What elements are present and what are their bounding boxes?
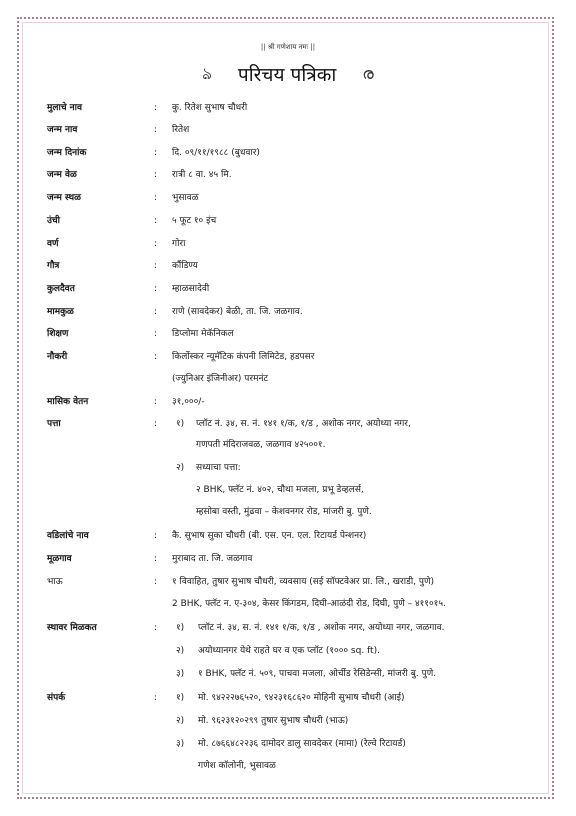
colon: : [154, 577, 158, 587]
property-item: अयोध्यानगर येथे राहते घर व एक प्लॉट (१००० sq. ft). [198, 646, 380, 656]
field-value: मुराबाद ता. जि. जळगाव [172, 554, 253, 564]
colon: : [154, 193, 158, 203]
field-value: म्हाळसादेवी [172, 284, 210, 294]
field-value: गोरा [172, 239, 186, 249]
list-number: २) [176, 646, 185, 656]
field-label: पत्ता [47, 419, 61, 429]
field-label: जन्म स्थळ [47, 193, 81, 203]
colon: : [154, 125, 158, 135]
field-mamakul [0, 303, 576, 321]
field-value: कु. रितेश सुभाष चौधरी [172, 103, 248, 113]
address-line-row [0, 481, 576, 499]
field-label: वर्ण [47, 239, 59, 249]
field-dob [0, 144, 576, 162]
field-value: डिप्लोमा मेकॅनिकल [172, 329, 234, 339]
field-label: जन्म वेळ [47, 170, 77, 180]
field-label: भाऊ [47, 577, 63, 587]
field-value: ३१,०००/- [172, 397, 205, 407]
address-line-row [0, 503, 576, 521]
field-label: मामकुळ [47, 307, 74, 317]
field-label: नौकरी [47, 352, 68, 362]
colon: : [154, 419, 158, 429]
address-line: म्हसोबा वस्ती, मुंढवा – केशवनगर रोड, मांजरी बु. पुणे. [196, 507, 372, 517]
colon: : [154, 329, 158, 339]
list-number: १) [176, 419, 185, 429]
address-line: गणपती मंदिराजवळ, जळगाव ४२५००१. [196, 440, 326, 450]
field-value: (ज्युनिअर इंजिनीअर) परमनंट [172, 374, 269, 384]
property-row [0, 642, 576, 660]
field-label: मूळगाव [47, 554, 72, 564]
field-value: कै. सुभाष सुका चौधरी (बी. एस. एन. एल. रिटायर्ड पेन्शनर) [172, 531, 367, 541]
field-value: भुसावळ [172, 193, 199, 203]
field-native [0, 550, 576, 568]
contact-item: गणेश कॉलोनी, भुसावळ [198, 761, 276, 771]
colon: : [154, 623, 158, 633]
colon: : [154, 284, 158, 294]
field-label: जन्म दिनांक [47, 148, 87, 158]
blessing-text: || श्री गणेशाय नमः || [260, 43, 316, 51]
list-number: ३) [176, 669, 185, 679]
list-number: २) [176, 716, 185, 726]
field-father [0, 527, 576, 545]
field-education [0, 325, 576, 343]
field-value: कौंडिण्य [172, 261, 198, 271]
address-line-row [0, 436, 576, 454]
field-label: मासिक वेतन [47, 397, 89, 407]
title-row [0, 59, 576, 89]
property-item: प्लॉट नं. ३४, स. नं. १४१ १/क, १/ड , अशोक नगर, अयोध्या नगर, जळगाव. [198, 623, 445, 633]
field-label: उंची [47, 216, 60, 226]
field-value: 2 BHK, फ्लॅट न. ए-३०४, केसर किंगडम, दिघी-आळंदी रोड, दिघी, पुणे – ४११०१५. [172, 599, 446, 609]
contact-row [0, 735, 576, 753]
field-contact [0, 689, 576, 707]
field-value: ५ फूट १० इंच [172, 216, 217, 226]
colon: : [154, 352, 158, 362]
field-brother-line2 [0, 595, 576, 613]
field-label: शिक्षण [47, 329, 69, 339]
list-number: २) [176, 463, 185, 473]
field-kuldaivat [0, 280, 576, 298]
field-value: १ विवाहित, तुषार सुभाष चौधरी, व्यवसाय (सई सॉफ्टवेअर प्रा. लि., खराडी, पुणे) [172, 577, 435, 587]
address-line-row [0, 459, 576, 477]
field-value: राणे (सावदेकर) बेळी, ता. जि. जळगाव. [172, 307, 303, 317]
colon: : [154, 307, 158, 317]
ornament-left-icon: ঌ [202, 63, 212, 83]
field-value: रितेश [172, 125, 190, 135]
field-label: संपर्क [47, 693, 66, 703]
contact-row [0, 757, 576, 775]
field-complexion [0, 235, 576, 253]
field-label: स्थावर मिळकत [47, 623, 97, 633]
colon: : [154, 239, 158, 249]
contact-item: मो. ९६२३१२०२९९ तुषार सुभाष चौधरी (भाऊ) [198, 716, 349, 726]
address-line: २ BHK, फ्लॅट नं. ४०२, चौथा मजला, प्रभू डेव्हलर्स, [196, 485, 364, 495]
field-label: जन्म नाव [47, 125, 78, 135]
field-height [0, 212, 576, 230]
page-title: परिचय पत्रिका [237, 64, 337, 86]
field-job-line2 [0, 370, 576, 388]
address-line: सध्याचा पत्ता: [196, 463, 241, 473]
colon: : [154, 261, 158, 271]
ornament-right-icon: ര [362, 64, 374, 83]
list-number: ३) [176, 739, 185, 749]
contact-item: मो. ८७६६४८२२३६ दामोदर डालु सावदेकर (मामा) (रेल्वे रिटायर्ड) [198, 739, 406, 749]
list-number: १) [176, 693, 185, 703]
colon: : [154, 397, 158, 407]
field-label: गौत्र [47, 261, 60, 271]
colon: : [154, 554, 158, 564]
colon: : [154, 216, 158, 226]
contact-row [0, 712, 576, 730]
colon: : [154, 103, 158, 113]
colon: : [154, 693, 158, 703]
list-number: १) [176, 623, 185, 633]
property-item: १ BHK, फ्लॅट नं. ५०९, पाचवा मजला, ओर्चीड रेसिडेन्सी, मांजरी बु. पुणे. [198, 669, 437, 679]
field-label: वडिलांचे नाव [47, 531, 89, 541]
field-janma-nav [0, 121, 576, 139]
address-line: प्लॉट नं. ३४, स. नं. १४१ १/क, १/ड , अशोक नगर, अयोध्या नगर, [196, 419, 411, 429]
field-birth-place [0, 189, 576, 207]
field-brother [0, 573, 576, 591]
field-address [0, 415, 576, 433]
field-birth-time [0, 166, 576, 184]
field-label: मुलाचे नाव [47, 103, 82, 113]
field-name [0, 99, 576, 117]
field-label: कुलदैवत [47, 284, 75, 294]
field-job [0, 348, 576, 366]
field-value: दि. ०९/११/१९८८ (बुधवार) [172, 148, 260, 158]
field-salary [0, 393, 576, 411]
field-value: किर्लोस्कर न्यूमॅटिक कंपनी लिमिटेड, हडपसर [172, 352, 315, 362]
field-gotra [0, 257, 576, 275]
field-property [0, 619, 576, 637]
contact-item: मो. ९४२२२७६५२०, ९४२३१६८६२० मोहिनी सुभाष चौधरी (आई) [198, 693, 405, 703]
field-value: रात्री ८ वा. ४५ मि. [172, 170, 232, 180]
property-row [0, 665, 576, 683]
colon: : [154, 148, 158, 158]
colon: : [154, 170, 158, 180]
colon: : [154, 531, 158, 541]
